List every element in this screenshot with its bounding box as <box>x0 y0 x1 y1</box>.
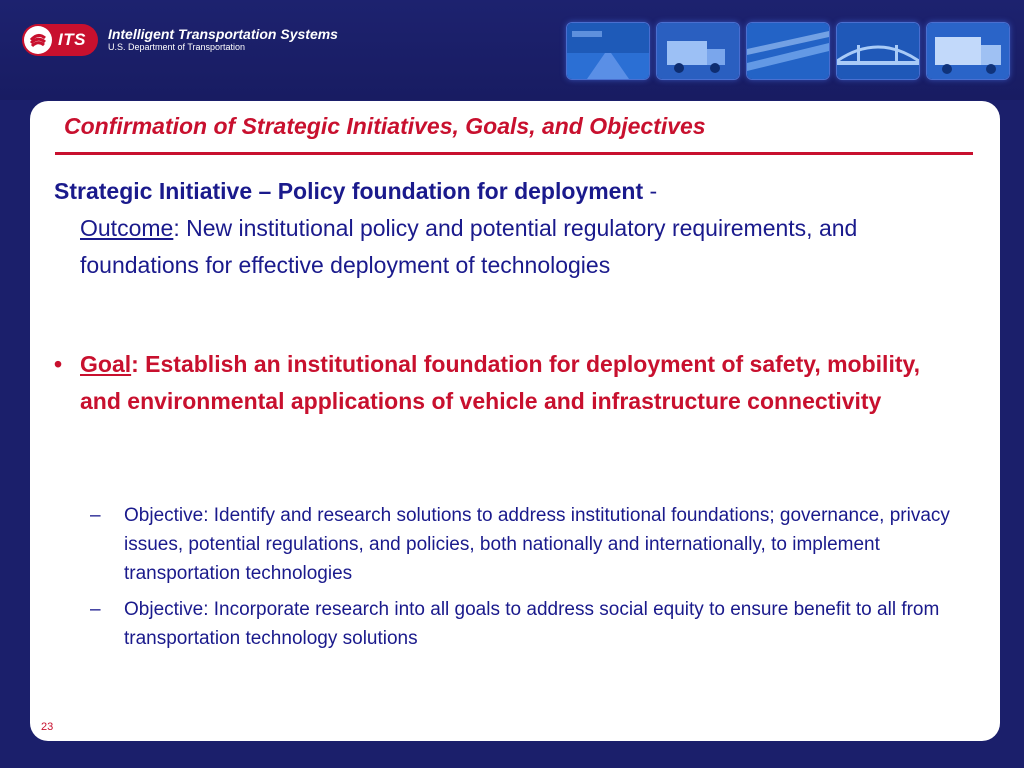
initiative-outcome <box>54 210 954 284</box>
goal-text: : Establish an institutional foundation for deployment of safety, mobility, and environmental applications of vehicle and infrastructure connectivity <box>80 351 920 414</box>
its-logo <box>22 24 338 56</box>
list-item <box>90 501 950 588</box>
traffic-photo-icon <box>746 22 830 80</box>
its-swirl-icon <box>24 26 52 54</box>
org-name: Intelligent Transportation Systems <box>107 26 338 43</box>
title-divider <box>55 152 973 155</box>
objective-text: Objective: Incorporate research into all goals to address social equity to ensure benefit to all from transportation technology solutions <box>124 599 940 649</box>
objective-text: Objective: Identify and research solutions to address institutional foundations; governance, privacy issues, potential regulations, and policies, both nationally and internationally, to implement transportation technologies <box>124 505 950 584</box>
semi-truck-photo-icon <box>926 22 1010 80</box>
slide-title: Confirmation of Strategic Initiatives, Goals, and Objectives <box>64 113 706 139</box>
bullet-marker: • <box>54 351 63 377</box>
org-dept: U.S. Department of Transportation <box>107 41 246 52</box>
strategic-initiative <box>54 173 954 284</box>
page-number: 23 <box>41 721 54 733</box>
dash-marker: – <box>90 599 101 620</box>
outcome-text: : New institutional policy and potential regulatory requirements, and foundations for effective deployment of technologies <box>80 215 858 278</box>
slide-header <box>0 0 1024 100</box>
header-photo-strip <box>566 22 1010 80</box>
bridge-photo-icon <box>836 22 920 80</box>
dash-marker: – <box>90 505 101 526</box>
outcome-label: Outcome <box>80 215 174 241</box>
goal-content <box>80 346 964 420</box>
logo-pill <box>22 24 98 56</box>
goal-label: Goal <box>80 351 132 377</box>
initiative-separator: - <box>643 178 658 204</box>
list-item <box>90 595 950 653</box>
objectives-list <box>90 501 950 660</box>
slide-content-panel <box>30 101 1000 741</box>
highway-photo-icon <box>566 22 650 80</box>
initiative-label: Strategic Initiative – Policy foundation for deployment <box>54 178 644 204</box>
logo-text: ITS <box>58 30 86 49</box>
goal-bullet <box>54 346 964 420</box>
org-block <box>108 27 338 52</box>
truck-photo-icon <box>656 22 740 80</box>
